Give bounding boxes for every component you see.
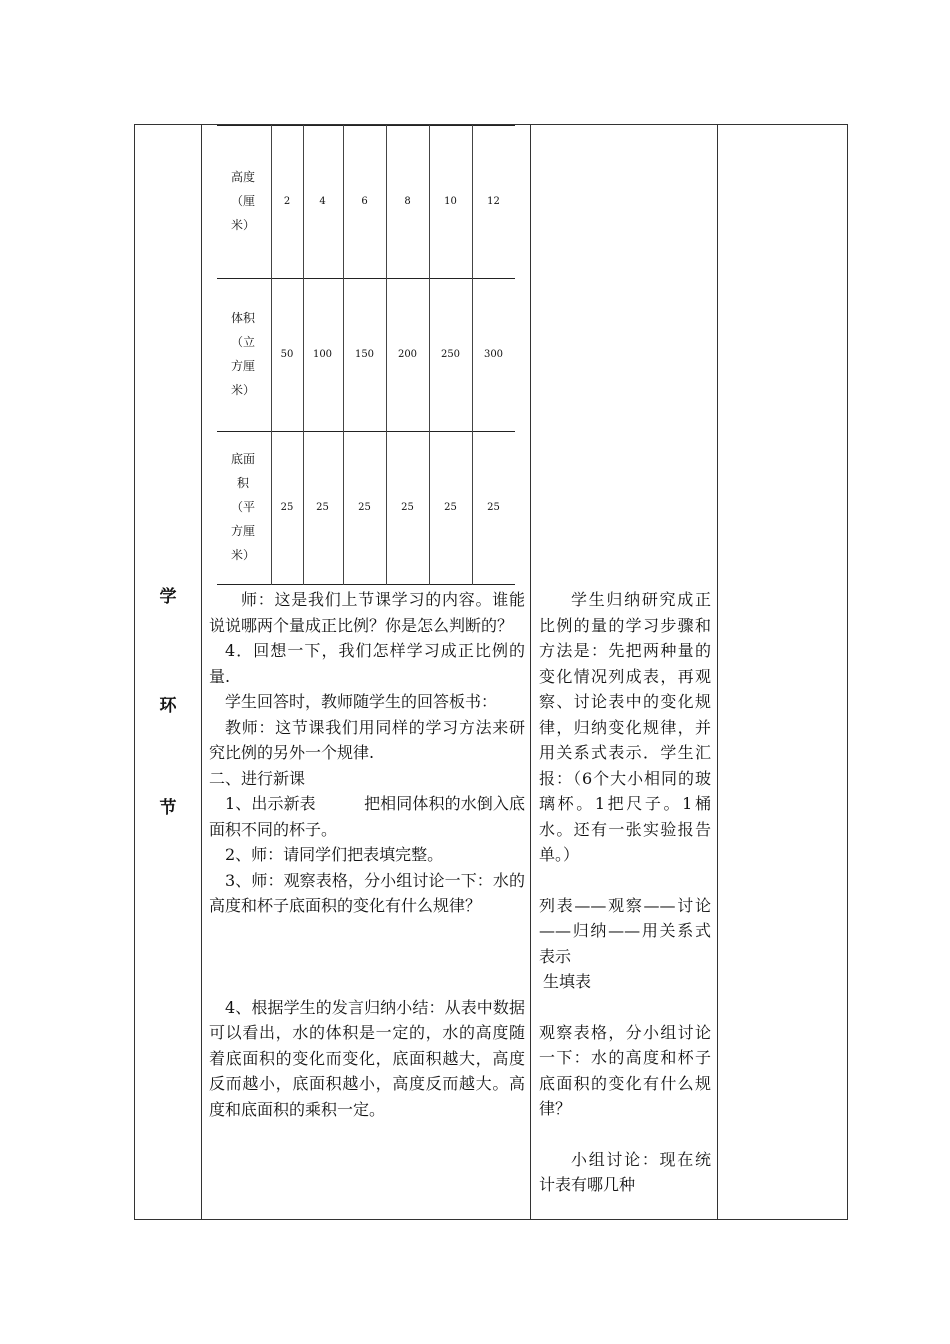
column-divider — [530, 125, 531, 1219]
table-cell: 250 — [440, 349, 461, 360]
section-heading: 二、进行新课 — [209, 768, 306, 788]
table-cell: 25 — [401, 502, 414, 513]
stage-char-2: 环 — [159, 696, 177, 716]
student-paragraph: 观察表格，分小组讨论一下：水的高度和杯子底面积的变化有什么规律？ — [539, 1022, 711, 1118]
teacher-paragraph: 师：这是我们上节课学习的内容。谁能说说哪两个量成正比例？你是怎么判断的？ — [209, 590, 525, 635]
row-label-base-area: 底面 积 （平 方厘 米） — [230, 452, 255, 562]
column-divider — [717, 125, 718, 1219]
teacher-paragraph: 教师：这节课我们用同样的学习方法来研究比例的另外一个规律. — [209, 717, 525, 762]
table-cell: 150 — [354, 349, 375, 360]
table-cell: 10 — [444, 196, 457, 207]
table-cell: 25 — [316, 502, 329, 513]
table-cell: 200 — [397, 349, 418, 360]
table-cell: 12 — [487, 196, 500, 207]
student-paragraph: 小组讨论：现在统计表有哪几种 — [539, 1149, 711, 1194]
table-cell: 4 — [319, 196, 326, 207]
teacher-paragraph: 2、师：请同学们把表填完整。 — [225, 845, 444, 864]
student-paragraph: 学生归纳研究成正比例的量的学习步骤和方法是：先把两种量的变化情况列成表，再观察、讨论表中的变化规律，归纳变化规律，并用关系式表示．学生汇报：（6个大小相同的玻璃杯。1把尺子。1桶水。还有一张实验报告单。） — [539, 590, 711, 864]
table-cell: 25 — [444, 502, 457, 513]
table-cell: 8 — [404, 196, 411, 207]
table-cell: 50 — [280, 349, 294, 360]
table-cell: 25 — [280, 502, 294, 513]
teacher-paragraph: 4、根据学生的发言归纳小结：从表中数据可以看出，水的体积是一定的，水的高度随着底面积的变化而变化，底面积越大，高度反而越小，底面积越小，高度反而越大。高度和底面积的乘积一定。 — [209, 997, 525, 1119]
row-label-volume: 体积 （立 方厘 米） — [230, 311, 255, 397]
teacher-paragraph: 学生回答时，教师随学生的回答板书： — [225, 692, 498, 711]
table-cell: 300 — [483, 349, 504, 360]
teacher-paragraph: 4．回想一下，我们怎样学习成正比例的量. — [209, 641, 525, 686]
table-cell: 2 — [283, 196, 291, 207]
teacher-paragraph: 1、出示新表 把相同体积的水倒入底面积不同的杯子。 — [209, 794, 525, 839]
student-activity — [539, 587, 711, 1198]
table-cell: 100 — [312, 349, 333, 360]
data-table — [217, 125, 515, 585]
row-label-height: 高度 （厘 米） — [230, 170, 255, 232]
teacher-activity — [209, 587, 525, 1122]
table-cell: 25 — [358, 502, 371, 513]
stage-char-3: 节 — [159, 798, 177, 818]
lesson-plan-table — [134, 124, 848, 1220]
stage-char-1: 学 — [159, 587, 177, 607]
teacher-paragraph: 3、师：观察表格，分小组讨论一下：水的高度和杯子底面积的变化有什么规律？ — [209, 870, 525, 915]
student-paragraph: 生填表 — [543, 972, 592, 991]
table-cell: 6 — [361, 196, 368, 207]
student-paragraph: 列表——观察——讨论——归纳——用关系式表示 — [539, 895, 711, 966]
table-cell: 25 — [487, 502, 500, 513]
column-divider — [201, 125, 202, 1219]
